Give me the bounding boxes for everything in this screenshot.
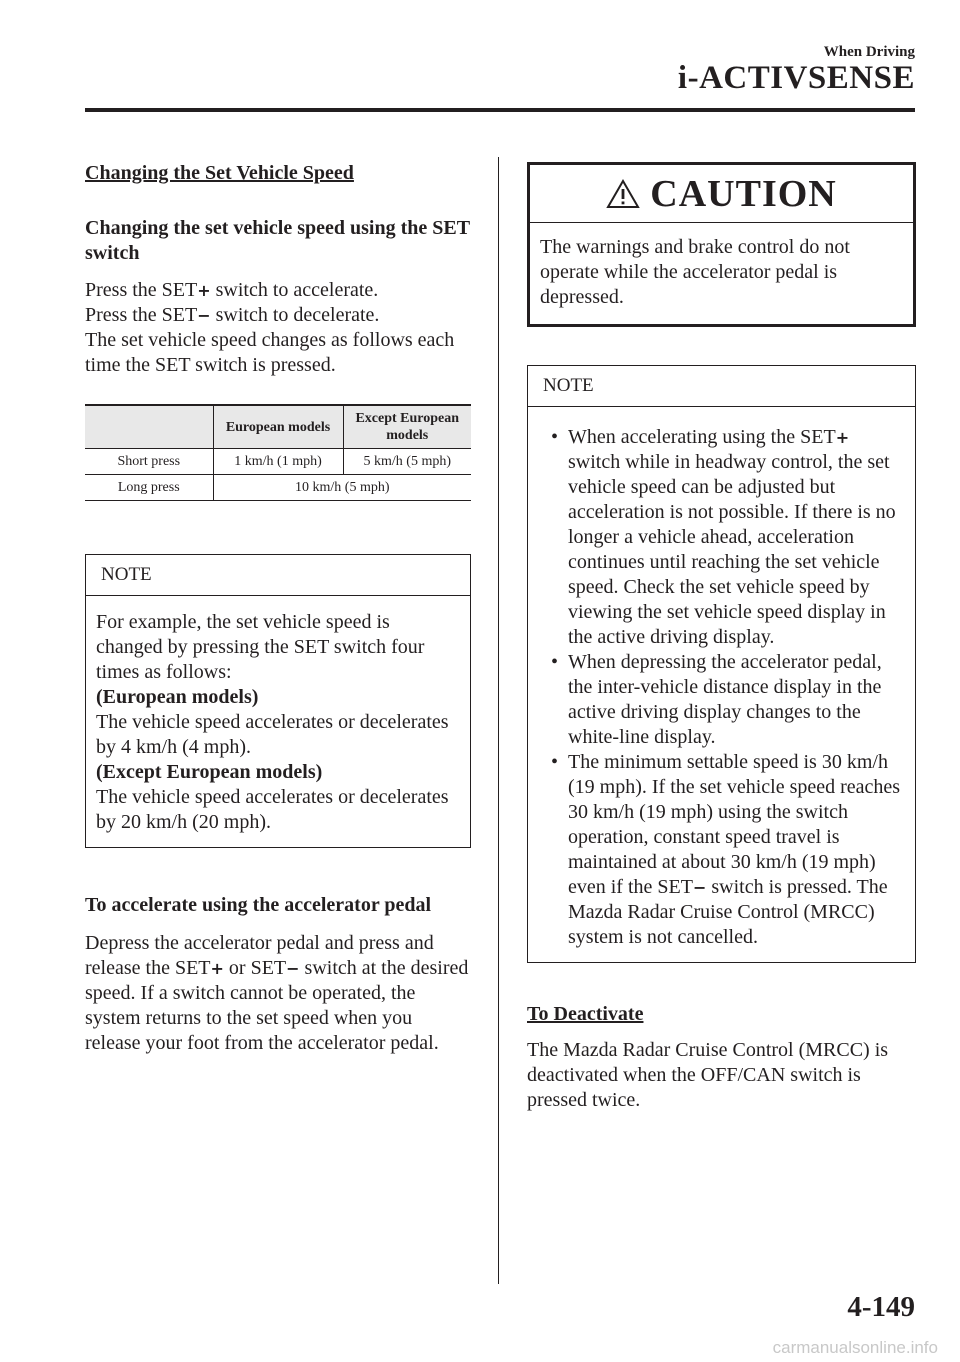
section-title-deactivate: To Deactivate [527,1003,644,1025]
instruction-accelerate [85,278,471,303]
minus-icon: − [692,878,707,897]
running-header-section: When Driving [823,44,915,60]
text-accel-1: Depress the accelerator pedal and press and release the SET [85,932,434,979]
note-european-label: (European models) [96,686,259,708]
table-cell: Long press [85,475,213,501]
table-cell: 1 km/h (1 mph) [213,449,343,475]
note-title: NOTE [86,555,470,596]
footer-watermark: carmanualsonline.info [772,1338,938,1357]
bullet-text: switch while in headway control, the set vehicle speed can be adjusted but acceleration is not possible. If there is no longer a vehicle ahead, acceleration continues until reaching the set vehicle speed. Check the set vehicle speed by viewing the set vehicle speed display in the active driving display. [568,451,896,648]
note-european-text: The vehicle speed accelerates or decelerates by 4 km/h (4 mph). [96,711,449,758]
warning-triangle-icon [606,179,640,209]
text-accel-3: switch at the desired speed. If a switch cannot be operated, the system returns to the set speed when you release your foot from the accelerator pedal. [85,957,469,1054]
bullet-text: switch is pressed. The Mazda Radar Cruise Control (MRCC) system is not cancelled. [568,876,888,948]
minus-icon: − [286,959,300,978]
text-accel-2: or SET [223,957,287,979]
header-rule [85,108,915,112]
running-header-title: i-ACTIVSENSE [677,60,915,96]
bullet-text: The minimum settable speed is 30 km/h (19 mph). If the set vehicle speed reaches 30 km/h (19 mph) using the switch operation, constant speed travel is maintained at about 30 km/h (19 mph) even if the SET [568,751,901,898]
table-cell: 5 km/h (5 mph) [343,449,471,475]
bullet-icon: • [551,751,559,773]
table-row [85,449,471,475]
plus-icon: + [197,281,211,300]
subsection-title-set-switch: Changing the set vehicle speed using the SET switch [85,217,470,264]
text-press-set: Press the SET [85,279,198,301]
plus-icon: + [835,428,850,447]
minus-icon: − [197,306,211,325]
bullet-icon: • [551,651,559,673]
table-header-european: European models [213,405,343,449]
column-divider [498,157,499,1284]
speed-change-table [85,404,471,501]
table-cell: 10 km/h (5 mph) [213,475,471,501]
deactivate-text: The Mazda Radar Cruise Control (MRCC) is deactivated when the OFF/CAN switch is pressed twice. [527,1039,889,1111]
note-bullet-list [538,425,905,950]
subsection-title-accelerator: To accelerate using the accelerator pedal [85,894,432,916]
instruction-decelerate [85,303,471,328]
note-box-example [85,554,471,848]
list-item [538,750,905,950]
bullet-icon: • [551,426,559,448]
note-box-headway [527,365,916,963]
section-title-changing-speed: Changing the Set Vehicle Speed [85,162,354,184]
note-body [86,596,470,847]
text-press-set: Press the SET [85,304,198,326]
instruction-changes: The set vehicle speed changes as follows each time the SET switch is pressed. [85,329,455,376]
note-except-label: (Except European models) [96,761,323,783]
list-item [538,650,905,750]
set-switch-instructions [85,278,471,378]
right-column [527,162,916,1113]
list-item [538,425,905,650]
text-to-decelerate: switch to decelerate. [210,304,380,326]
left-column [85,160,471,1056]
table-header-empty [85,405,213,449]
note-title: NOTE [528,366,915,407]
text-to-accelerate: switch to accelerate. [210,279,379,301]
plus-icon: + [210,959,224,978]
note-except-text: The vehicle speed accelerates or decelerates by 20 km/h (20 mph). [96,786,449,833]
caution-body [530,223,913,324]
table-row [85,475,471,501]
table-header-except-european: Except European models [343,405,471,449]
table-cell: Short press [85,449,213,475]
accelerator-instructions [85,931,471,1056]
note-intro: For example, the set vehicle speed is changed by pressing the SET switch four times as follows: [96,611,425,683]
caution-title: CAUTION [650,172,837,215]
caution-box [527,162,916,327]
bullet-text: When accelerating using the SET [568,426,836,448]
bullet-text: When depressing the accelerator pedal, the inter-vehicle distance display in the active driving display changes to the white-line display. [568,651,882,748]
page-number: 4-149 [847,1291,915,1323]
table-header-row [85,405,471,449]
note-body [528,407,915,962]
caution-header [530,165,913,223]
caution-text: The warnings and brake control do not operate while the accelerator pedal is depressed. [540,236,850,308]
